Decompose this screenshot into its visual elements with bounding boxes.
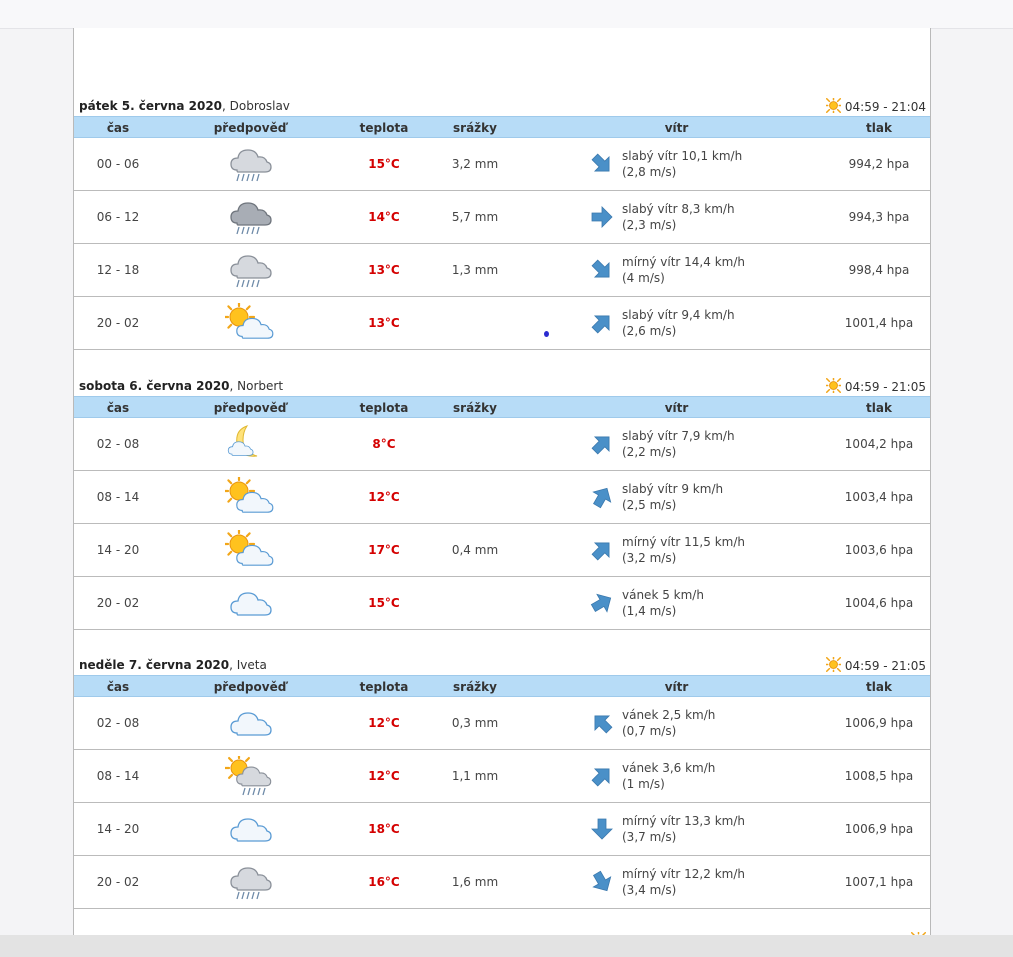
wind-info bbox=[590, 750, 790, 802]
wind-info bbox=[590, 244, 790, 296]
sun-icon bbox=[826, 98, 841, 116]
precipitation: 1,3 mm bbox=[451, 263, 499, 277]
wind-speed-ms: (2,2 m/s) bbox=[622, 445, 677, 459]
wind-arrow-icon bbox=[590, 817, 614, 841]
col-wind-header: vítr bbox=[664, 121, 689, 135]
day-date: neděle 7. června 2020 bbox=[79, 658, 230, 672]
day-date: pátek 5. června 2020 bbox=[79, 99, 223, 113]
wind-info bbox=[590, 524, 790, 576]
sun-times: 04:59 - 21:05 bbox=[844, 380, 926, 394]
pressure: 1006,9 hpa bbox=[844, 822, 914, 836]
time-range: 06 - 12 bbox=[96, 210, 140, 224]
col-time-header: čas bbox=[106, 680, 130, 694]
day-title bbox=[79, 379, 283, 393]
wind-arrow-icon bbox=[590, 258, 614, 282]
precipitation bbox=[444, 577, 506, 629]
precipitation bbox=[444, 471, 506, 523]
wind-info bbox=[590, 191, 790, 243]
col-temperature-header: teplota bbox=[359, 401, 409, 415]
sun-rain-cloud-icon bbox=[224, 750, 276, 802]
wind-speed: mírný vítr 11,5 km/h bbox=[622, 535, 745, 549]
time-range: 20 - 02 bbox=[96, 596, 140, 610]
col-forecast-header: předpověď bbox=[213, 401, 287, 415]
wind-speed-ms: (3,2 m/s) bbox=[622, 551, 677, 565]
day-section bbox=[74, 653, 930, 909]
precipitation: 5,7 mm bbox=[451, 210, 499, 224]
temperature: 16°C bbox=[368, 875, 400, 889]
cursor-dot bbox=[544, 331, 549, 337]
wind-speed: slabý vítr 9,4 km/h bbox=[622, 308, 735, 322]
temperature: 12°C bbox=[368, 769, 400, 783]
day-title bbox=[79, 658, 267, 672]
day-title bbox=[79, 99, 290, 113]
col-pressure-header: tlak bbox=[866, 121, 892, 135]
table-row bbox=[74, 856, 930, 909]
wind-text bbox=[622, 201, 735, 233]
wind-arrow-icon bbox=[590, 764, 614, 788]
wind-speed-ms: (1 m/s) bbox=[622, 777, 665, 791]
browser-top-bar bbox=[0, 0, 1013, 29]
temperature: 14°C bbox=[368, 210, 400, 224]
cloud-icon bbox=[224, 803, 276, 855]
table-row bbox=[74, 697, 930, 750]
wind-arrow-icon bbox=[590, 591, 614, 615]
day-section bbox=[74, 94, 930, 350]
wind-speed: mírný vítr 13,3 km/h bbox=[622, 814, 745, 828]
col-precip-header: srážky bbox=[453, 680, 497, 694]
temperature: 15°C bbox=[368, 157, 400, 171]
wind-info bbox=[590, 471, 790, 523]
table-row bbox=[74, 577, 930, 630]
cloud-icon bbox=[224, 577, 276, 629]
wind-arrow-icon bbox=[590, 205, 614, 229]
table-row bbox=[74, 244, 930, 297]
pressure: 994,2 hpa bbox=[848, 157, 910, 171]
col-precip-header: srážky bbox=[453, 401, 497, 415]
wind-arrow-icon bbox=[590, 485, 614, 509]
col-temperature-header: teplota bbox=[359, 121, 409, 135]
pressure: 994,3 hpa bbox=[848, 210, 910, 224]
col-temperature-header: teplota bbox=[359, 680, 409, 694]
wind-text bbox=[622, 428, 735, 460]
wind-arrow-icon bbox=[590, 870, 614, 894]
wind-speed: slabý vítr 7,9 km/h bbox=[622, 429, 735, 443]
precipitation: 3,2 mm bbox=[451, 157, 499, 171]
day-header bbox=[74, 374, 930, 396]
bottom-bar bbox=[0, 935, 1013, 957]
precipitation bbox=[444, 803, 506, 855]
sun-cloud-icon bbox=[224, 297, 276, 349]
col-wind-header: vítr bbox=[664, 401, 689, 415]
temperature: 8°C bbox=[372, 437, 396, 451]
rain-cloud-icon bbox=[224, 244, 276, 296]
temperature: 18°C bbox=[368, 822, 400, 836]
wind-speed: slabý vítr 8,3 km/h bbox=[622, 202, 735, 216]
pressure: 998,4 hpa bbox=[848, 263, 910, 277]
table-row bbox=[74, 803, 930, 856]
table-header bbox=[74, 116, 930, 138]
sun-times: 04:59 - 21:04 bbox=[844, 100, 926, 114]
time-range: 02 - 08 bbox=[96, 437, 140, 451]
pressure: 1008,5 hpa bbox=[844, 769, 914, 783]
wind-text bbox=[622, 481, 723, 513]
sun-cloud-icon bbox=[224, 524, 276, 576]
time-range: 20 - 02 bbox=[96, 875, 140, 889]
time-range: 02 - 08 bbox=[96, 716, 140, 730]
moon-cloud-icon bbox=[224, 418, 276, 470]
table-header bbox=[74, 396, 930, 418]
pressure: 1001,4 hpa bbox=[844, 316, 914, 330]
col-pressure-header: tlak bbox=[866, 401, 892, 415]
rain-cloud-icon bbox=[224, 856, 276, 908]
day-header bbox=[74, 94, 930, 116]
sun-times: 04:59 - 21:05 bbox=[844, 659, 926, 673]
wind-arrow-icon bbox=[590, 432, 614, 456]
table-row bbox=[74, 524, 930, 577]
table-row bbox=[74, 138, 930, 191]
table-row bbox=[74, 191, 930, 244]
wind-speed: slabý vítr 10,1 km/h bbox=[622, 149, 743, 163]
time-range: 20 - 02 bbox=[96, 316, 140, 330]
wind-info bbox=[590, 803, 790, 855]
time-range: 14 - 20 bbox=[96, 822, 140, 836]
wind-speed-ms: (2,6 m/s) bbox=[622, 324, 677, 338]
sun-icon bbox=[826, 657, 841, 675]
col-precip-header: srážky bbox=[453, 121, 497, 135]
name-day: , Norbert bbox=[229, 379, 284, 393]
wind-text bbox=[622, 760, 715, 792]
temperature: 17°C bbox=[368, 543, 400, 557]
wind-arrow-icon bbox=[590, 311, 614, 335]
wind-speed: vánek 3,6 km/h bbox=[622, 761, 716, 775]
wind-arrow-icon bbox=[590, 152, 614, 176]
pressure: 1003,4 hpa bbox=[844, 490, 914, 504]
sunrise-sunset bbox=[826, 378, 926, 396]
time-range: 08 - 14 bbox=[96, 769, 140, 783]
pressure: 1006,9 hpa bbox=[844, 716, 914, 730]
wind-arrow-icon bbox=[590, 711, 614, 735]
col-forecast-header: předpověď bbox=[213, 121, 287, 135]
wind-speed: vánek 2,5 km/h bbox=[622, 708, 716, 722]
rain-cloud-icon bbox=[224, 138, 276, 190]
wind-text bbox=[622, 534, 745, 566]
time-range: 08 - 14 bbox=[96, 490, 140, 504]
temperature: 13°C bbox=[368, 263, 400, 277]
precipitation: 1,6 mm bbox=[451, 875, 499, 889]
temperature: 13°C bbox=[368, 316, 400, 330]
pressure: 1004,6 hpa bbox=[844, 596, 914, 610]
name-day: , Dobroslav bbox=[222, 99, 290, 113]
time-range: 12 - 18 bbox=[96, 263, 140, 277]
wind-speed: vánek 5 km/h bbox=[622, 588, 704, 602]
wind-text bbox=[622, 813, 745, 845]
table-row bbox=[74, 750, 930, 803]
wind-speed: mírný vítr 14,4 km/h bbox=[622, 255, 745, 269]
wind-speed-ms: (3,7 m/s) bbox=[622, 830, 677, 844]
wind-info bbox=[590, 418, 790, 470]
wind-speed: mírný vítr 12,2 km/h bbox=[622, 867, 745, 881]
forecast-page bbox=[73, 28, 931, 938]
sun-cloud-icon bbox=[224, 471, 276, 523]
wind-speed: slabý vítr 9 km/h bbox=[622, 482, 724, 496]
wind-text bbox=[622, 866, 745, 898]
wind-speed-ms: (2,5 m/s) bbox=[622, 498, 677, 512]
col-forecast-header: předpověď bbox=[213, 680, 287, 694]
wind-info bbox=[590, 577, 790, 629]
precipitation: 1,1 mm bbox=[451, 769, 499, 783]
sunrise-sunset bbox=[826, 657, 926, 675]
temperature: 15°C bbox=[368, 596, 400, 610]
precipitation: 0,4 mm bbox=[451, 543, 499, 557]
wind-text bbox=[622, 587, 704, 619]
wind-speed-ms: (0,7 m/s) bbox=[622, 724, 677, 738]
wind-text bbox=[622, 254, 745, 286]
wind-info bbox=[590, 138, 790, 190]
temperature: 12°C bbox=[368, 716, 400, 730]
wind-info bbox=[590, 856, 790, 908]
day-section bbox=[74, 374, 930, 630]
wind-info bbox=[590, 297, 790, 349]
table-row bbox=[74, 297, 930, 350]
wind-text bbox=[622, 148, 742, 180]
time-range: 14 - 20 bbox=[96, 543, 140, 557]
time-range: 00 - 06 bbox=[96, 157, 140, 171]
day-header bbox=[74, 653, 930, 675]
temperature: 12°C bbox=[368, 490, 400, 504]
pressure: 1004,2 hpa bbox=[844, 437, 914, 451]
precipitation: 0,3 mm bbox=[451, 716, 499, 730]
table-row bbox=[74, 471, 930, 524]
wind-arrow-icon bbox=[590, 538, 614, 562]
sun-icon bbox=[826, 378, 841, 396]
col-wind-header: vítr bbox=[664, 680, 689, 694]
name-day: , Iveta bbox=[229, 658, 267, 672]
wind-speed-ms: (4 m/s) bbox=[622, 271, 665, 285]
col-pressure-header: tlak bbox=[866, 680, 892, 694]
wind-info bbox=[590, 697, 790, 749]
wind-text bbox=[622, 707, 715, 739]
heavy-rain-cloud-icon bbox=[224, 191, 276, 243]
precipitation bbox=[444, 418, 506, 470]
precipitation bbox=[444, 297, 506, 349]
wind-speed-ms: (3,4 m/s) bbox=[622, 883, 677, 897]
pressure: 1003,6 hpa bbox=[844, 543, 914, 557]
col-time-header: čas bbox=[106, 401, 130, 415]
sunrise-sunset bbox=[826, 98, 926, 116]
pressure: 1007,1 hpa bbox=[844, 875, 914, 889]
wind-speed-ms: (2,3 m/s) bbox=[622, 218, 677, 232]
cloud-icon bbox=[224, 697, 276, 749]
table-row bbox=[74, 418, 930, 471]
wind-speed-ms: (1,4 m/s) bbox=[622, 604, 677, 618]
wind-speed-ms: (2,8 m/s) bbox=[622, 165, 677, 179]
table-header bbox=[74, 675, 930, 697]
col-time-header: čas bbox=[106, 121, 130, 135]
wind-text bbox=[622, 307, 735, 339]
day-date: sobota 6. června 2020 bbox=[79, 379, 230, 393]
